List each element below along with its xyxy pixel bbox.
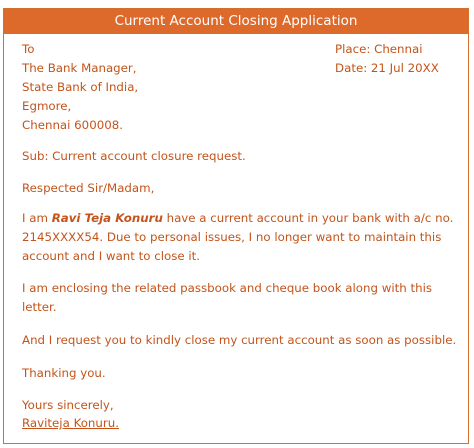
- para3: And I request you to kindly close my current account as soon as possible.: [22, 333, 457, 347]
- para2-line2: letter.: [22, 300, 57, 314]
- recipient-name: The Bank Manager,: [22, 61, 137, 75]
- recipient-to: To: [22, 42, 35, 56]
- letter-subject: Sub: Current account closure request.: [22, 149, 246, 163]
- letter-date: Date: 21 Jul 20XX: [335, 61, 439, 75]
- para1-line2: 2145XXXX54. Due to personal issues, I no longer want to maintain this: [22, 230, 442, 244]
- signature: Raviteja Konuru.: [22, 416, 119, 430]
- applicant-name: Ravi Teja Konuru: [51, 211, 163, 225]
- para2-line1: I am enclosing the related passbook and cheque book along with this: [22, 281, 433, 295]
- closing-line: Yours sincerely,: [22, 398, 114, 412]
- thanks-line: Thanking you.: [22, 366, 106, 380]
- document-title: Current Account Closing Application: [4, 9, 468, 34]
- para1-prefix: I am: [22, 211, 52, 225]
- para1-line1: [22, 209, 453, 228]
- letter-place: Place: Chennai: [335, 42, 423, 56]
- application-frame: [3, 8, 469, 444]
- recipient-bank: State Bank of India,: [22, 80, 139, 94]
- recipient-area: Egmore,: [22, 99, 72, 113]
- para1-line3: account and I want to close it.: [22, 249, 201, 263]
- recipient-city: Chennai 600008.: [22, 118, 123, 132]
- para1-line1-rest: have a current account in your bank with a/c no.: [162, 211, 454, 225]
- letter-salutation: Respected Sir/Madam,: [22, 181, 155, 195]
